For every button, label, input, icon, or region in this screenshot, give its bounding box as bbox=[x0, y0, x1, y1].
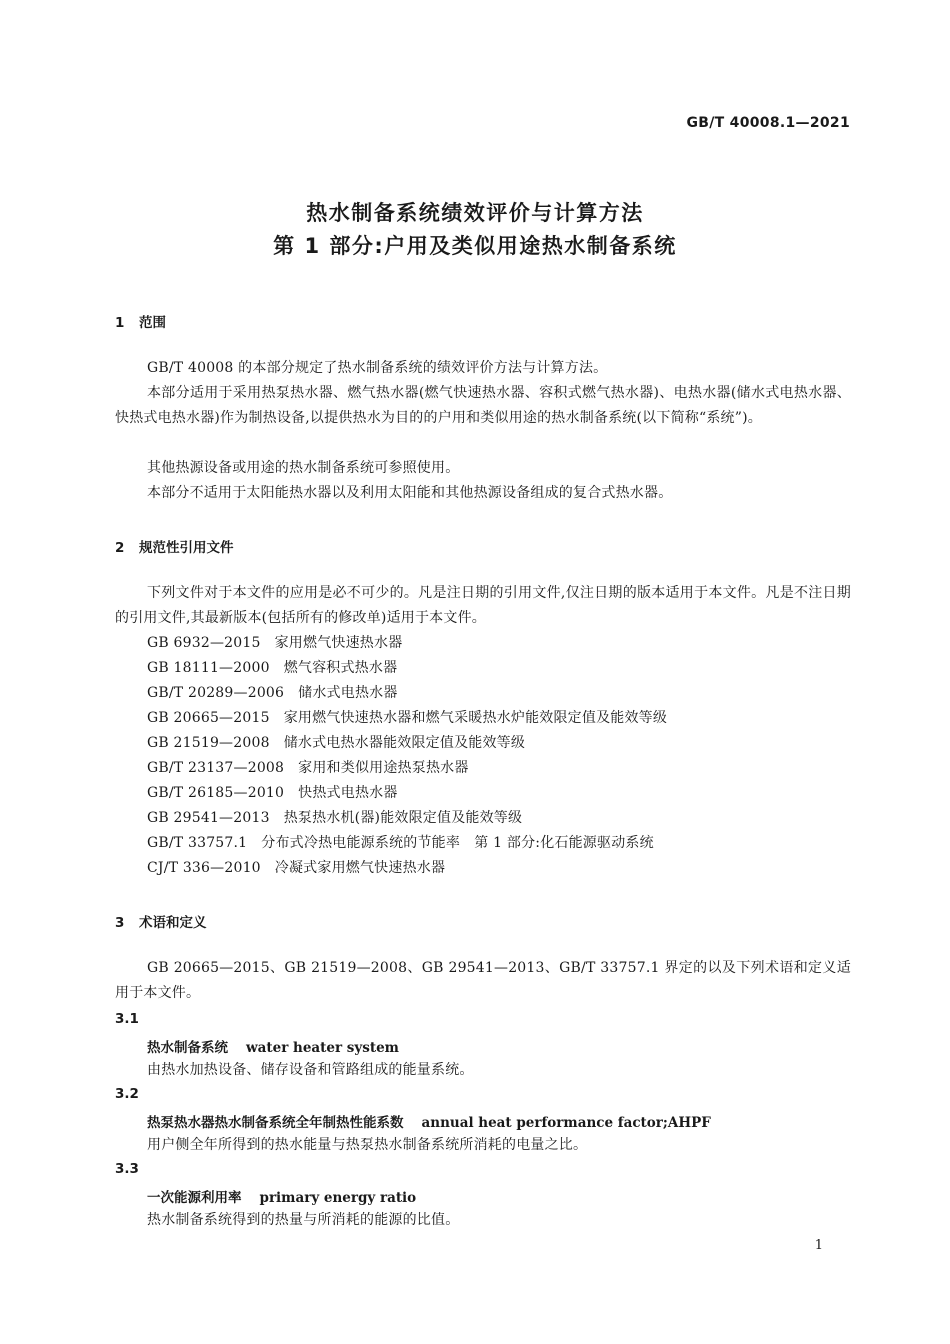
section-heading-1 bbox=[115, 311, 166, 331]
term-zh: 一次能源利用率 bbox=[147, 1190, 242, 1206]
term-zh: 热泵热水器热水制备系统全年制热性能系数 bbox=[147, 1115, 404, 1131]
reference-title: 家用和类似用途热泵热水器 bbox=[298, 760, 469, 776]
section-title: 术语和定义 bbox=[139, 915, 207, 931]
term-heading bbox=[147, 1186, 416, 1206]
document-title-line2: 第 1 部分:户用及类似用途热水制备系统 bbox=[273, 234, 677, 258]
reference-code: GB/T 33757.1 bbox=[147, 835, 248, 851]
document-title-line1: 热水制备系统绩效评价与计算方法 bbox=[306, 201, 644, 225]
reference-title: 储水式电热水器能效限定值及能效等级 bbox=[283, 735, 526, 751]
term-heading bbox=[147, 1111, 711, 1131]
term-en: primary energy ratio bbox=[259, 1190, 417, 1206]
reference-item bbox=[147, 806, 522, 831]
clause-number: 3.1 bbox=[115, 1011, 139, 1027]
reference-item bbox=[147, 631, 402, 656]
term-definition: 用户侧全年所得到的热水能量与热泵热水制备系统所消耗的电量之比。 bbox=[147, 1137, 588, 1153]
term-definition: 热水制备系统得到的热量与所消耗的能源的比值。 bbox=[147, 1212, 460, 1228]
paragraph: 本部分不适用于太阳能热水器以及利用太阳能和其他热源设备组成的复合式热水器。 bbox=[147, 485, 673, 501]
clause-number: 3.2 bbox=[115, 1086, 139, 1102]
reference-code: GB 29541—2013 bbox=[147, 810, 270, 826]
paragraph: 本部分适用于采用热泵热水器、燃气热水器(燃气快速热水器、容积式燃气热水器)、电热水器(储水式电热水器、快热式电热水器)作为制热设备,以提供热水为目的的户用和类似用途的热水制备系统(以下简称“系统”)。 bbox=[115, 385, 851, 426]
reference-code: GB/T 23137—2008 bbox=[147, 760, 285, 776]
reference-title: 冷凝式家用燃气快速热水器 bbox=[274, 860, 446, 876]
term-definition: 由热水加热设备、储存设备和管路组成的能量系统。 bbox=[147, 1062, 474, 1078]
section-heading-3 bbox=[115, 911, 207, 931]
term-zh: 热水制备系统 bbox=[147, 1040, 228, 1056]
reference-item bbox=[147, 831, 654, 856]
reference-code: GB 18111—2000 bbox=[147, 660, 270, 676]
reference-item bbox=[147, 856, 445, 881]
reference-title: 家用燃气快速热水器和燃气采暖热水炉能效限定值及能效等级 bbox=[283, 710, 668, 726]
term-en: water heater system bbox=[246, 1040, 399, 1056]
reference-item bbox=[147, 656, 397, 681]
section-heading-2 bbox=[115, 536, 234, 556]
reference-code: GB 21519—2008 bbox=[147, 735, 270, 751]
reference-code: CJ/T 336—2010 bbox=[147, 860, 261, 876]
reference-title: 分布式冷热电能源系统的节能率 第 1 部分:化石能源驱动系统 bbox=[261, 835, 654, 851]
reference-title: 热泵热水机(器)能效限定值及能效等级 bbox=[283, 810, 523, 826]
reference-title: 快热式电热水器 bbox=[298, 785, 398, 801]
page-number: 1 bbox=[814, 1238, 823, 1253]
section-title: 范围 bbox=[139, 315, 166, 331]
reference-item bbox=[147, 731, 525, 756]
reference-item bbox=[147, 681, 398, 706]
reference-code: GB/T 20289—2006 bbox=[147, 685, 285, 701]
clause-number: 3.3 bbox=[115, 1161, 139, 1177]
reference-title: 家用燃气快速热水器 bbox=[274, 635, 403, 651]
reference-title: 储水式电热水器 bbox=[298, 685, 398, 701]
reference-code: GB 6932—2015 bbox=[147, 635, 261, 651]
paragraph: GB 20665—2015、GB 21519—2008、GB 29541—2013、GB/T 33757.1 界定的以及下列术语和定义适用于本文件。 bbox=[115, 960, 851, 1001]
section-number: 2 bbox=[115, 540, 125, 556]
reference-item bbox=[147, 781, 398, 806]
section-number: 3 bbox=[115, 915, 125, 931]
standard-number: GB/T 40008.1—2021 bbox=[686, 115, 850, 131]
paragraph: GB/T 40008 的本部分规定了热水制备系统的绩效评价方法与计算方法。 bbox=[147, 360, 608, 376]
paragraph: 下列文件对于本文件的应用是必不可少的。凡是注日期的引用文件,仅注日期的版本适用于本文件。凡是不注日期的引用文件,其最新版本(包括所有的修改单)适用于本文件。 bbox=[115, 585, 851, 626]
reference-item bbox=[147, 756, 469, 781]
section-number: 1 bbox=[115, 315, 125, 331]
term-en: annual heat performance factor;AHPF bbox=[421, 1115, 711, 1131]
reference-code: GB/T 26185—2010 bbox=[147, 785, 285, 801]
section-title: 规范性引用文件 bbox=[139, 540, 234, 556]
reference-code: GB 20665—2015 bbox=[147, 710, 270, 726]
paragraph: 其他热源设备或用途的热水制备系统可参照使用。 bbox=[147, 460, 460, 476]
reference-item bbox=[147, 706, 667, 731]
reference-title: 燃气容积式热水器 bbox=[283, 660, 398, 676]
term-heading bbox=[147, 1036, 399, 1056]
